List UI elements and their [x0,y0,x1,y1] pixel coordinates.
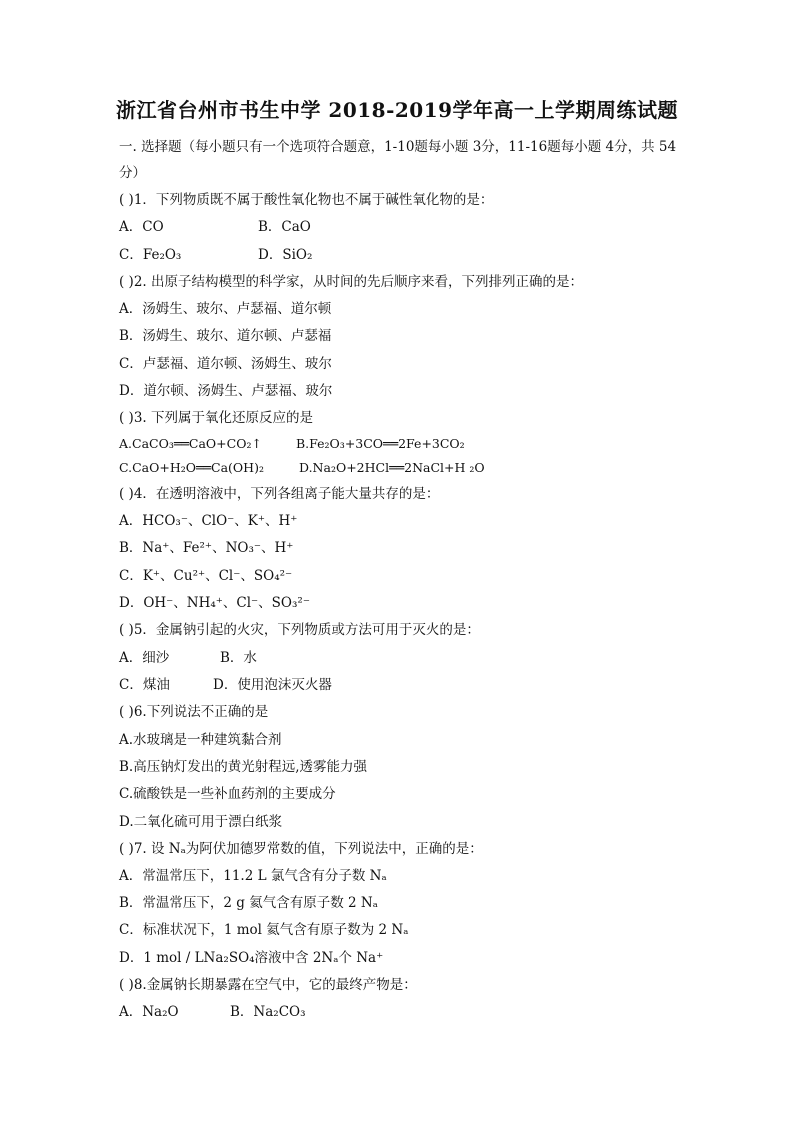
q5-option-c: C．煤油 [119,677,170,693]
q7-stem: ( )7. 设 Nₐ为阿伏加德罗常数的值，下列说法中，正确的是： [119,841,483,857]
q4-option-b: B．Na⁺、Fe²⁺、NO₃⁻、H⁺ [119,540,294,556]
q6-option-d: D.二氧化硫可用于漂白纸浆 [119,814,283,830]
q5-option-b: B．水 [220,650,257,666]
q5-option-d: D．使用泡沫灭火器 [213,677,332,693]
q8-option-a: A．Na₂O [119,1004,179,1020]
q3-option-d: D.Na₂O+2HCl══2NaCl+H ₂O [299,460,485,475]
q7-option-d: D．1 mol / LNa₂SO₄溶液中含 2Nₐ个 Na⁺ [119,950,384,966]
q7-option-a: A．常温常压下，11.2 L 氯气含有分子数 Nₐ [119,868,387,884]
q1-option-b: B．CaO [258,219,311,235]
q1-stem: ( )1．下列物质既不属于酸性氧化物也不属于碱性氧化物的是： [119,192,494,208]
q6-option-a: A.水玻璃是一种建筑黏合剂 [119,732,282,748]
q2-option-c: C．卢瑟福、道尔顿、汤姆生、玻尔 [119,356,332,372]
q4-option-a: A．HCO₃⁻、ClO⁻、K⁺、H⁺ [119,513,298,529]
q4-option-c: C．K⁺、Cu²⁺、Cl⁻、SO₄²⁻ [119,568,293,584]
q3-option-c: C.CaO+H₂O══Ca(OH)₂ [119,460,264,475]
q3-stem: ( )3. 下列属于氧化还原反应的是 [119,410,313,426]
q3-option-a: A.CaCO₃══CaO+CO₂↑ [119,436,262,451]
q6-option-c: C.硫酸铁是一些补血药剂的主要成分 [119,786,336,802]
q4-option-d: D．OH⁻、NH₄⁺、Cl⁻、SO₃²⁻ [119,595,310,611]
q5-option-a: A．细沙 [119,650,170,666]
q8-stem: ( )8.金属钠长期暴露在空气中，它的最终产物是： [119,977,417,993]
q3-option-b: B.Fe₂O₃+3CO══2Fe+3CO₂ [296,436,465,451]
section-heading-line2: 分） [119,165,146,181]
q7-option-c: C．标准状况下，1 mol 氦气含有原子数为 2 Nₐ [119,922,409,938]
page-title: 浙江省台州市书生中学 2018-2019学年高一上学期周练试题 [115,98,679,122]
q2-option-a: A．汤姆生、玻尔、卢瑟福、道尔顿 [119,301,332,317]
q1-option-d: D．SiO₂ [258,247,313,263]
q6-stem: ( )6.下列说法不正确的是 [119,704,269,720]
q2-stem: ( )2. 出原子结构模型的科学家，从时间的先后顺序来看，下列排列正确的是： [119,274,583,290]
q4-stem: ( )4．在透明溶液中，下列各组离子能大量共存的是： [119,486,440,502]
q5-stem: ( )5．金属钠引起的火灾，下列物质或方法可用于灭火的是： [119,622,480,638]
q2-option-d: D．道尔顿、汤姆生、卢瑟福、玻尔 [119,383,333,399]
q1-option-a: A．CO [119,219,164,235]
q8-option-b: B．Na₂CO₃ [230,1004,306,1020]
q2-option-b: B．汤姆生、玻尔、道尔顿、卢瑟福 [119,328,332,344]
section-heading-line1: 一. 选择题（每小题只有一个选项符合题意，1-10题每小题 3分，11-16题每小题 4分，共 54 [119,139,677,155]
q6-option-b: B.高压钠灯发出的黄光射程远,透雾能力强 [119,759,368,775]
q7-option-b: B．常温常压下，2 g 氦气含有原子数 2 Nₐ [119,895,378,911]
q1-option-c: C．Fe₂O₃ [119,247,182,263]
